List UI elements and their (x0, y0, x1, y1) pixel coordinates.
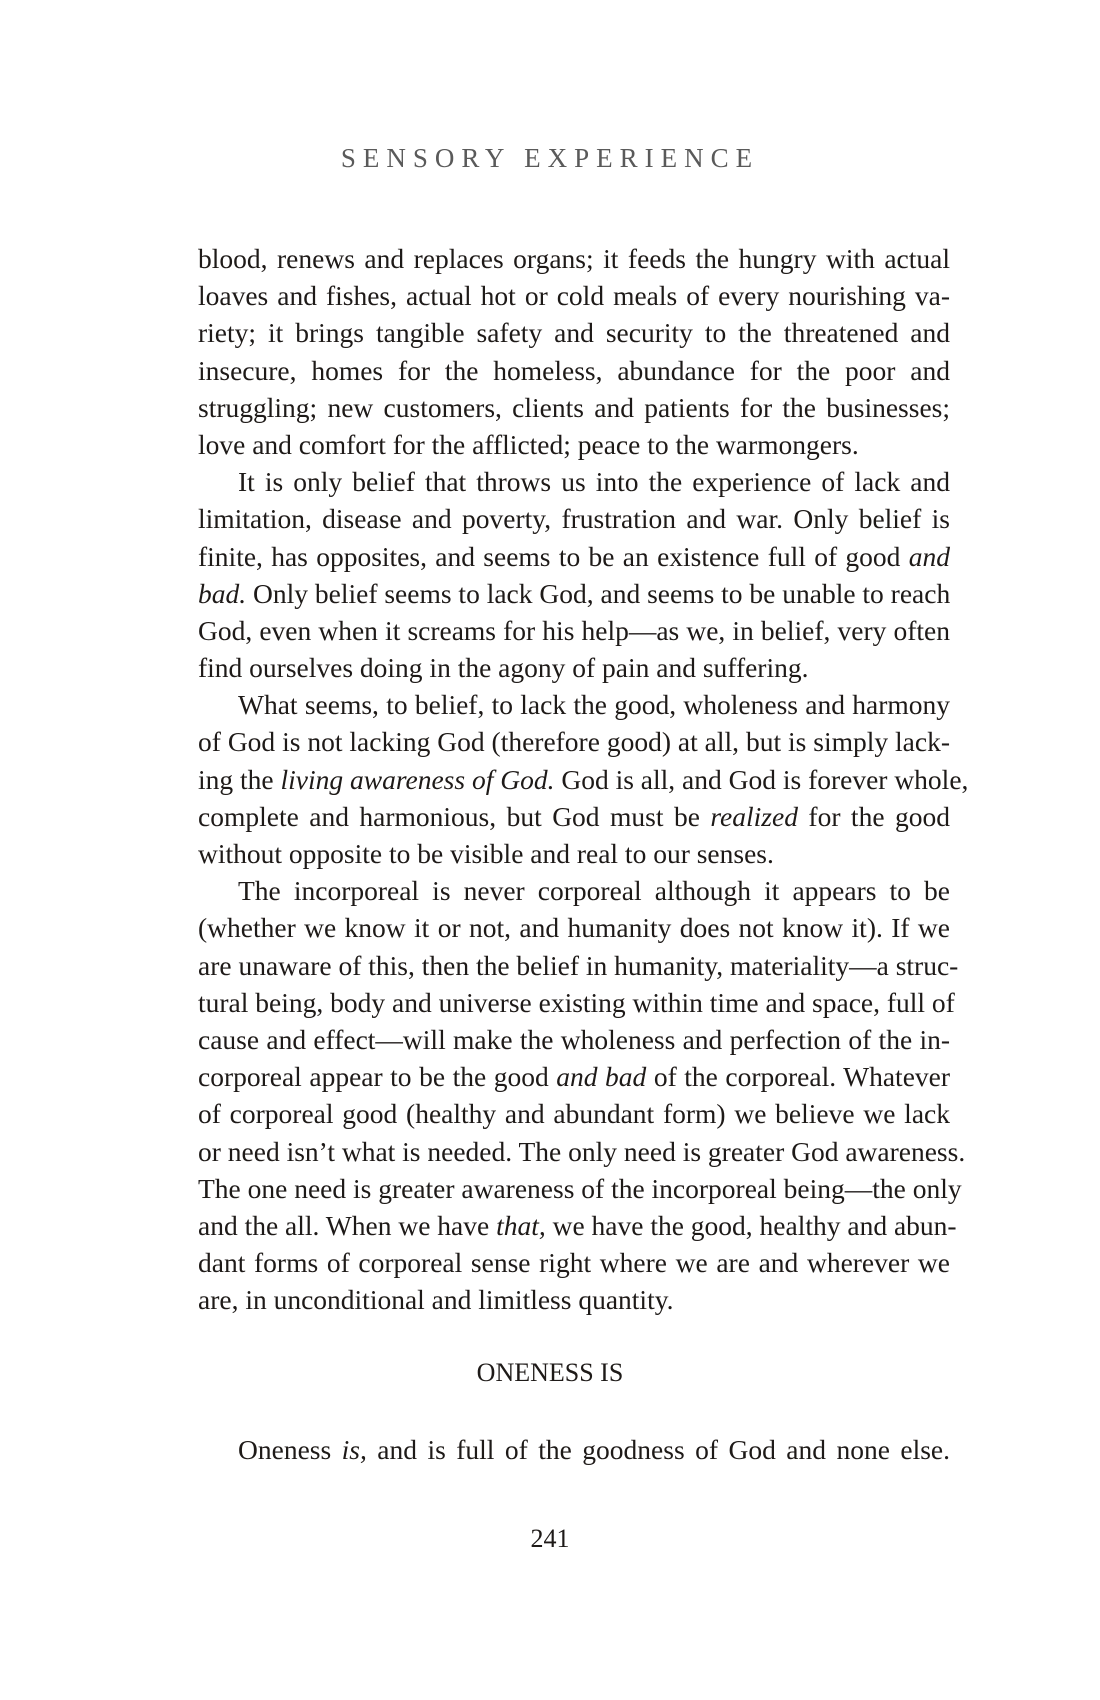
text-line (198, 1281, 950, 1318)
text-segment: struggling; new customers, clients and patients for the businesses; (198, 391, 950, 423)
text-line (198, 947, 959, 984)
text-line (198, 1095, 950, 1132)
text-segment: find ourselves doing in the agony of pain and suffering. (198, 652, 809, 684)
text-segment: cause and effect—will make the wholeness and perfection of the in- (198, 1023, 950, 1055)
text-segment: It is only belief that throws us into the experience of lack and (238, 466, 950, 498)
text-line (198, 1133, 966, 1170)
text-line (198, 1244, 950, 1281)
text-line (198, 538, 950, 575)
text-segment: God, even when it screams for his help—as we, in belief, very often (198, 614, 950, 646)
text-segment: (whether we know it or not, and humanity does not know it). If we (198, 912, 950, 944)
text-segment: loaves and fishes, actual hot or cold meals of every nourishing va- (198, 280, 950, 312)
section-heading: ONENESS IS (476, 1358, 624, 1387)
page-number: 241 (530, 1524, 570, 1553)
text-segment: insecure, homes for the homeless, abundance for the poor and (198, 354, 950, 386)
italic-text: and bad (556, 1061, 647, 1093)
text-line (198, 352, 950, 389)
paragraph-first-line (198, 872, 950, 909)
text-segment: corporeal appear to be the good (198, 1061, 557, 1093)
text-segment: of God is not lacking God (therefore good) at all, but is simply lack- (198, 726, 950, 758)
text-segment: of the corporeal. Whatever (646, 1061, 951, 1093)
text-line (198, 314, 950, 351)
section-body-text: Oneness (238, 1434, 342, 1465)
italic-text: bad. (198, 577, 247, 609)
text-line (198, 909, 950, 946)
text-line (198, 761, 969, 798)
text-line (198, 240, 950, 277)
text-segment: What seems, to belief, to lack the good, wholeness and harmony (238, 689, 950, 721)
italic-text: living awareness of God. (280, 763, 555, 795)
text-segment: limitation, disease and poverty, frustration and war. Only belief is (198, 503, 950, 535)
section-body (238, 1434, 950, 1466)
italic-text: and (908, 540, 950, 572)
paragraph-first-line (198, 463, 950, 500)
text-segment: are unaware of this, then the belief in humanity, materiality—a struc- (198, 949, 959, 981)
text-line (198, 1058, 950, 1095)
text-segment: of corporeal good (healthy and abundant form) we believe we lack (198, 1098, 950, 1130)
text-segment: without opposite to be visible and real to our senses. (198, 838, 774, 869)
text-segment: are, in unconditional and limitless quantity. (198, 1284, 674, 1316)
text-segment: we have the good, healthy and abun- (545, 1209, 957, 1241)
section-body-italic: is, (341, 1434, 367, 1465)
text-line (198, 277, 950, 314)
text-line (198, 723, 950, 760)
text-segment: or need isn’t what is needed. The only need is greater God awareness. (198, 1135, 966, 1167)
text-segment: The one need is greater awareness of the incorporeal being—the only (198, 1172, 962, 1204)
text-segment: God is all, and God is forever whole, (554, 763, 969, 795)
text-line (198, 984, 955, 1021)
text-segment: blood, renews and replaces organs; it feeds the hungry with actual (198, 243, 950, 274)
text-segment: The incorporeal is never corporeal although it appears to be (238, 875, 950, 907)
text-line (198, 835, 950, 872)
text-segment: Only belief seems to lack God, and seems to be unable to reach (246, 577, 951, 609)
text-segment: love and comfort for the afflicted; peace to the warmongers. (198, 428, 859, 460)
text-segment: complete and harmonious, but God must be (198, 800, 711, 832)
text-segment: tural being, body and universe existing within time and space, full of (198, 986, 955, 1018)
body-text (198, 240, 969, 1318)
text-line (198, 1021, 950, 1058)
text-line (198, 612, 950, 649)
text-segment: finite, has opposites, and seems to be an existence full of good (198, 540, 909, 572)
text-segment: riety; it brings tangible safety and security to the threatened and (198, 317, 950, 349)
text-segment: and the all. When we have (198, 1209, 497, 1241)
text-line (198, 389, 950, 426)
running-head: SENSORY EXPERIENCE (340, 143, 760, 173)
text-line (198, 575, 950, 612)
text-line (198, 798, 950, 835)
text-line (198, 500, 950, 537)
italic-text: that, (496, 1209, 546, 1241)
italic-text: realized (710, 800, 798, 832)
text-line (198, 1170, 962, 1207)
text-segment: dant forms of corporeal sense right where we are and wherever we (198, 1247, 950, 1279)
text-line (198, 1207, 957, 1244)
text-segment: for the good (797, 800, 950, 832)
text-line (198, 426, 950, 463)
text-segment: ing the (198, 763, 281, 795)
text-line (198, 649, 950, 686)
section-body-text: and is full of the goodness of God and none else. (366, 1434, 950, 1465)
paragraph-first-line (198, 686, 950, 723)
